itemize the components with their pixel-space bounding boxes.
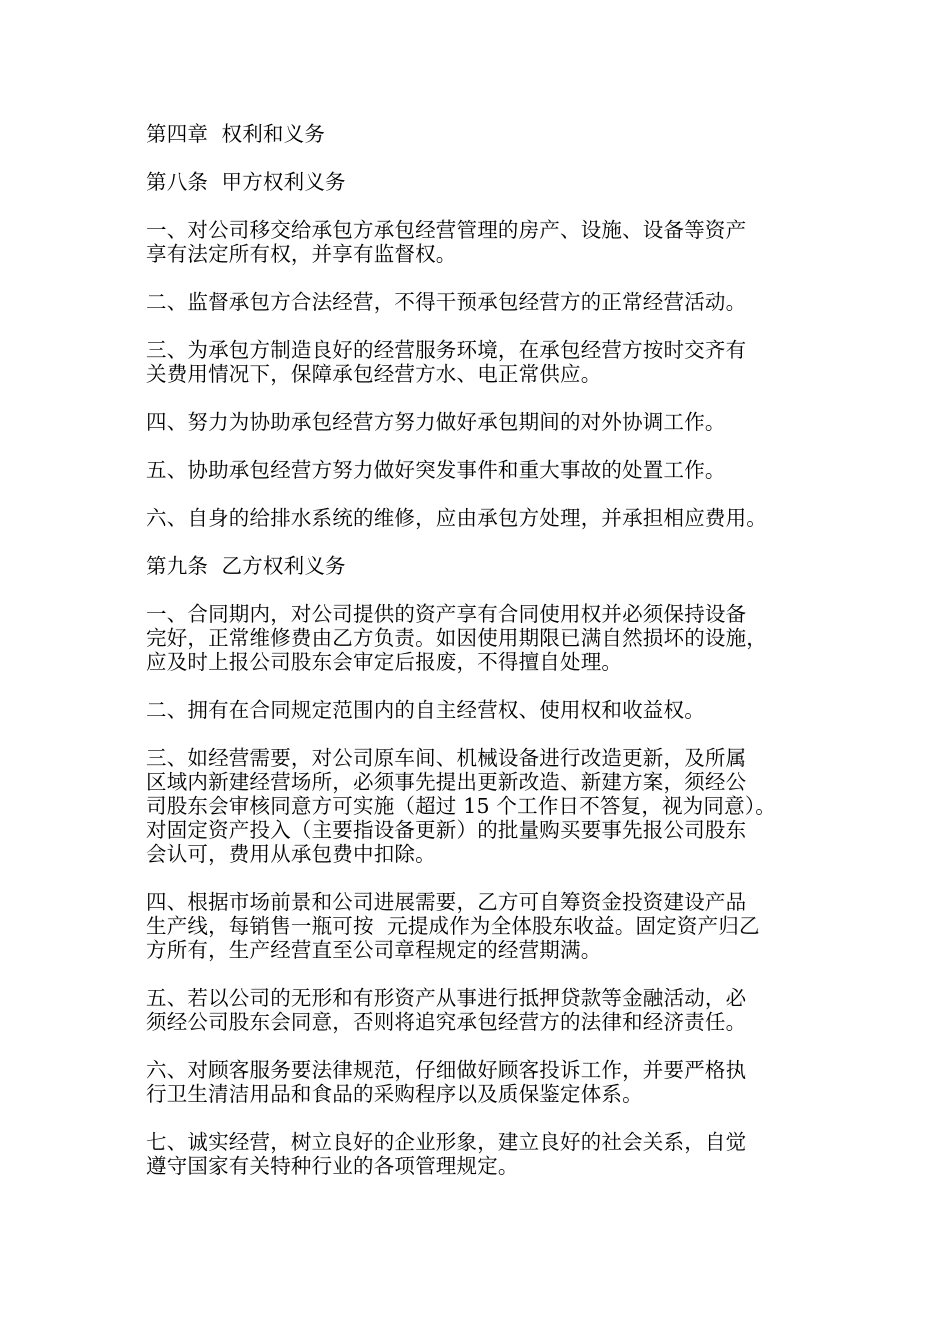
article-8-item-1: 一、对公司移交给承包方承包经营管理的房产、设施、设备等资产 享有法定所有权，并享有监督权。 [146, 218, 747, 266]
document-page [146, 122, 816, 1202]
article-9-item-7: 七、诚实经营，树立良好的企业形象，建立良好的社会关系，自觉 遵守国家有关特种行业的各项管理规定。 [146, 1130, 747, 1178]
article-9-item-1: 一、合同期内，对公司提供的资产享有合同使用权并必须保持设备 完好，正常维修费由乙方负责。如因使用期限已满自然损坏的设施， 应及时上报公司股东会审定后报废，不得擅自处理。 [146, 602, 767, 674]
article-8-item-5: 五、协助承包经营方努力做好突发事件和重大事故的处置工作。 [146, 458, 726, 482]
article-9-item-5: 五、若以公司的无形和有形资产从事进行抵押贷款等金融活动，必 须经公司股东会同意，否则将追究承包经营方的法律和经济责任。 [146, 986, 747, 1034]
article-9-item-2: 二、拥有在合同规定范围内的自主经营权、使用权和收益权。 [146, 698, 705, 722]
article-8-item-3: 三、为承包方制造良好的经营服务环境，在承包经营方按时交齐有 关费用情况下，保障承包经营方水、电正常供应。 [146, 338, 747, 386]
article-9-item-6: 六、对顾客服务要法律规范，仔细做好顾客投诉工作，并要严格执 行卫生清洁用品和食品的采购程序以及质保鉴定体系。 [146, 1058, 747, 1106]
article-8-item-6: 六、自身的给排水系统的维修，应由承包方处理，并承担相应费用。 [146, 506, 767, 530]
article-8-item-4: 四、努力为协助承包经营方努力做好承包期间的对外协调工作。 [146, 410, 726, 434]
article-8-item-2: 二、监督承包方合法经营，不得干预承包经营方的正常经营活动。 [146, 290, 747, 314]
article-9-item-4: 四、根据市场前景和公司进展需要，乙方可自筹资金投资建设产品 生产线，每销售一瓶可按 元提成作为全体股东收益。固定资产归乙 方所有，生产经营直至公司章程规定的经营期满。 [146, 890, 760, 962]
article-9-title: 第九条 乙方权利义务 [146, 554, 346, 578]
article-8-title: 第八条 甲方权利义务 [146, 170, 346, 194]
article-9-item-3: 三、如经营需要，对公司原车间、机械设备进行改造更新，及所属 区域内新建经营场所，必须事先提出更新改造、新建方案，须经公 司股东会审核同意方可实施（超过 15 个工作日不答复，视为同意）。 对固定资产投入（主要指设备更新）的批量购买要事先报公司股东 会认可，费用从承包费中扣除。 [146, 746, 776, 866]
chapter-heading: 第四章 权利和义务 [146, 122, 326, 146]
